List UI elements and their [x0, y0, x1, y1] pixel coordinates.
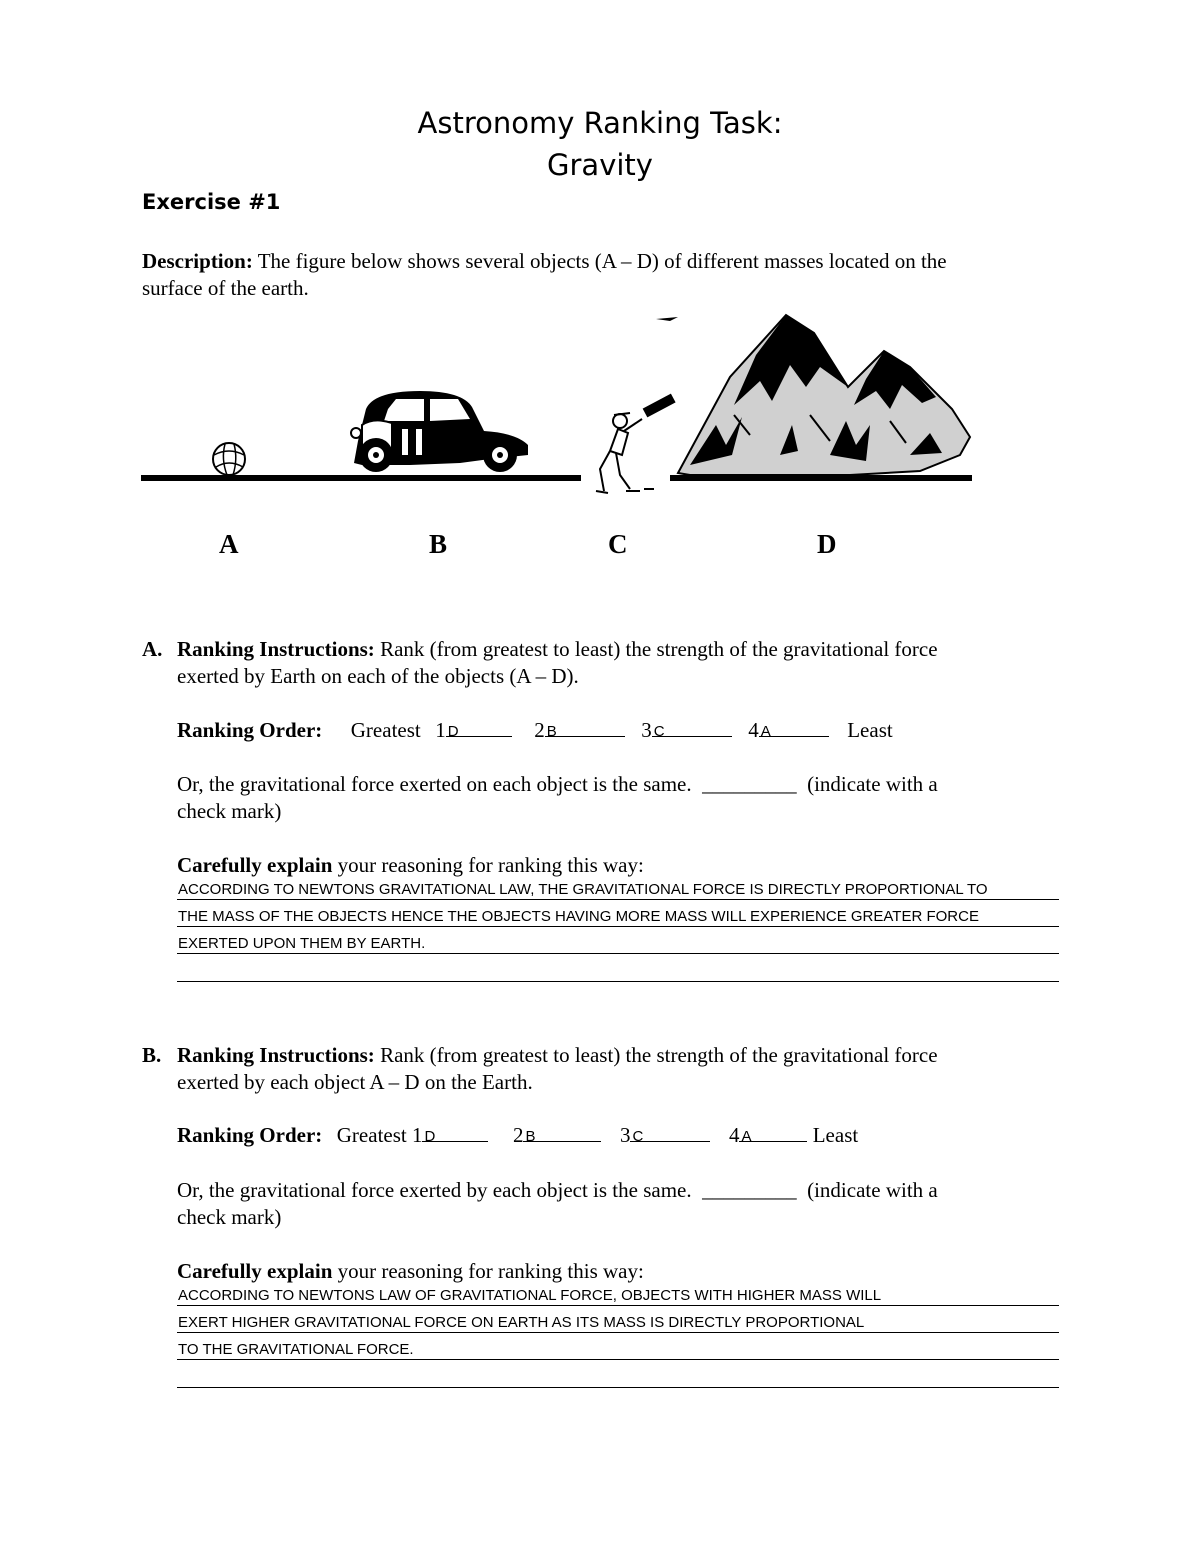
part-b-rank-4-field[interactable] — [739, 1123, 807, 1145]
part-a-rank-2-field[interactable] — [545, 718, 625, 740]
label-a: A — [219, 529, 239, 559]
exercise-heading: Exercise #1 — [142, 190, 281, 214]
description-text-2: surface of the earth. — [142, 276, 309, 300]
part-b-rank-2-field[interactable] — [523, 1123, 601, 1145]
label-c: C — [608, 529, 628, 559]
part-b-ranking-order — [177, 1122, 858, 1149]
part-b-rule-1 — [177, 1305, 1059, 1306]
part-a-rule-4 — [177, 981, 1059, 982]
part-a-order-label: Ranking Order: — [177, 718, 323, 742]
part-a-rank-3-answer: C — [653, 723, 665, 740]
part-b-rank-1-num: 1 — [411, 1123, 423, 1147]
part-a-instr-label: Ranking Instructions: — [177, 637, 375, 661]
part-b-same-text: Or, the gravitational force exerted by each object is the same. — [177, 1178, 692, 1202]
part-b-explain-rest: your reasoning for ranking this way: — [332, 1259, 644, 1283]
part-b-instr-line2: exerted by each object A – D on the Earth. — [177, 1070, 533, 1094]
part-b-same-hint-2: check mark) — [177, 1205, 282, 1229]
part-a-rank-2-num: 2 — [534, 718, 545, 742]
part-b-rule-2 — [177, 1332, 1059, 1333]
mountain-icon — [678, 315, 970, 475]
objects-figure — [130, 305, 990, 505]
part-a-explain-rest: your reasoning for ranking this way: — [332, 853, 644, 877]
part-a-rank-4-field[interactable] — [759, 718, 829, 740]
part-b-rank-4-num: 4 — [728, 1123, 740, 1147]
part-a-greatest: Greatest — [350, 718, 421, 742]
part-b-instr-label: Ranking Instructions: — [177, 1043, 375, 1067]
part-b-rank-4-answer: A — [741, 1128, 752, 1145]
bird-icon — [656, 317, 678, 321]
part-a-rank-4-num: 4 — [748, 718, 759, 742]
part-b-least: Least — [812, 1123, 859, 1147]
part-b-rank-3-field[interactable] — [630, 1123, 710, 1145]
part-a-same-text: Or, the gravitational force exerted on each object is the same. — [177, 772, 692, 796]
description-text-1: The figure below shows several objects (A – D) of different masses located on the — [252, 249, 947, 273]
part-b-rank-2-num: 2 — [512, 1123, 524, 1147]
part-b-rank-1-field[interactable] — [422, 1123, 488, 1145]
label-b: B — [429, 529, 448, 559]
part-a-rank-4-answer: A — [760, 723, 771, 740]
part-a-answer-line-3: EXERTED UPON THEM BY EARTH. — [178, 935, 426, 952]
part-a-marker: A. — [142, 637, 163, 661]
part-a-answer-line-2: THE MASS OF THE OBJECTS HENCE THE OBJECTS HAVING MORE MASS WILL EXPERIENCE GREATER FORCE — [178, 908, 979, 925]
part-a-rank-3-num: 3 — [641, 718, 652, 742]
car-icon — [351, 391, 528, 472]
part-b-explain-prompt — [177, 1258, 644, 1285]
part-a-rule-1 — [177, 899, 1059, 900]
part-a-least: Least — [847, 718, 893, 742]
part-b-same-option — [177, 1177, 1057, 1231]
part-b-answer-line-1: ACCORDING TO NEWTONS LAW OF GRAVITATIONAL FORCE, OBJECTS WITH HIGHER MASS WILL — [178, 1287, 882, 1304]
part-a-rule-3 — [177, 953, 1059, 954]
part-b-greatest: Greatest — [336, 1123, 407, 1147]
part-a-explain-prompt — [177, 852, 644, 879]
part-a-ranking-order — [177, 717, 893, 744]
part-b-marker: B. — [142, 1043, 162, 1067]
part-a-rule-2 — [177, 926, 1059, 927]
part-b-same-checkbox[interactable]: _________ — [702, 1178, 797, 1202]
part-a-same-hint-2: check mark) — [177, 799, 282, 823]
description — [142, 248, 1072, 302]
part-b-same-hint: (indicate with a — [807, 1178, 938, 1202]
ground-line-left — [141, 475, 581, 481]
part-b-rank-2-answer: B — [525, 1128, 536, 1145]
part-a-explain-bold: Carefully explain — [177, 853, 333, 877]
part-b-explain-bold: Carefully explain — [177, 1259, 333, 1283]
part-b-instructions — [177, 1042, 1057, 1096]
part-b-rank-3-answer: C — [632, 1128, 644, 1145]
part-a-instr-line2: exerted by Earth on each of the objects (A – D). — [177, 664, 579, 688]
part-a-answer-line-1: ACCORDING TO NEWTONS GRAVITATIONAL LAW, THE GRAVITATIONAL FORCE IS DIRECTLY PROPORTIONAL TO — [178, 881, 988, 898]
description-label: Description: — [142, 249, 253, 273]
part-a-same-hint: (indicate with a — [807, 772, 938, 796]
part-a-same-checkbox[interactable]: _________ — [702, 772, 797, 796]
part-a-same-option — [177, 771, 1057, 825]
part-b-rank-3-num: 3 — [619, 1123, 631, 1147]
ball-icon — [213, 443, 245, 475]
part-b-instr-line1: Rank (from greatest to least) the strength of the gravitational force — [374, 1043, 938, 1067]
page-title: Astronomy Ranking Task: — [417, 106, 783, 140]
label-d: D — [817, 529, 837, 559]
part-b-rank-1-answer: D — [424, 1128, 436, 1145]
part-a-rank-2-answer: B — [546, 723, 557, 740]
part-a-instr-line1: Rank (from greatest to least) the strength of the gravitational force — [374, 637, 938, 661]
part-a-rank-1-num: 1 — [435, 718, 446, 742]
part-a-rank-3-field[interactable] — [652, 718, 732, 740]
part-b-order-label: Ranking Order: — [177, 1123, 323, 1147]
part-b-rule-4 — [177, 1387, 1059, 1388]
part-a-instructions — [177, 636, 1057, 690]
person-with-telescope-icon — [596, 395, 674, 493]
part-a-rank-1-field[interactable] — [446, 718, 512, 740]
part-b-answer-line-3: TO THE GRAVITATIONAL FORCE. — [178, 1341, 414, 1358]
part-b-rule-3 — [177, 1359, 1059, 1360]
part-b-answer-line-2: EXERT HIGHER GRAVITATIONAL FORCE ON EARTH AS ITS MASS IS DIRECTLY PROPORTIONAL — [178, 1314, 865, 1331]
part-a-rank-1-answer: D — [447, 723, 459, 740]
page-subtitle: Gravity — [547, 148, 653, 182]
